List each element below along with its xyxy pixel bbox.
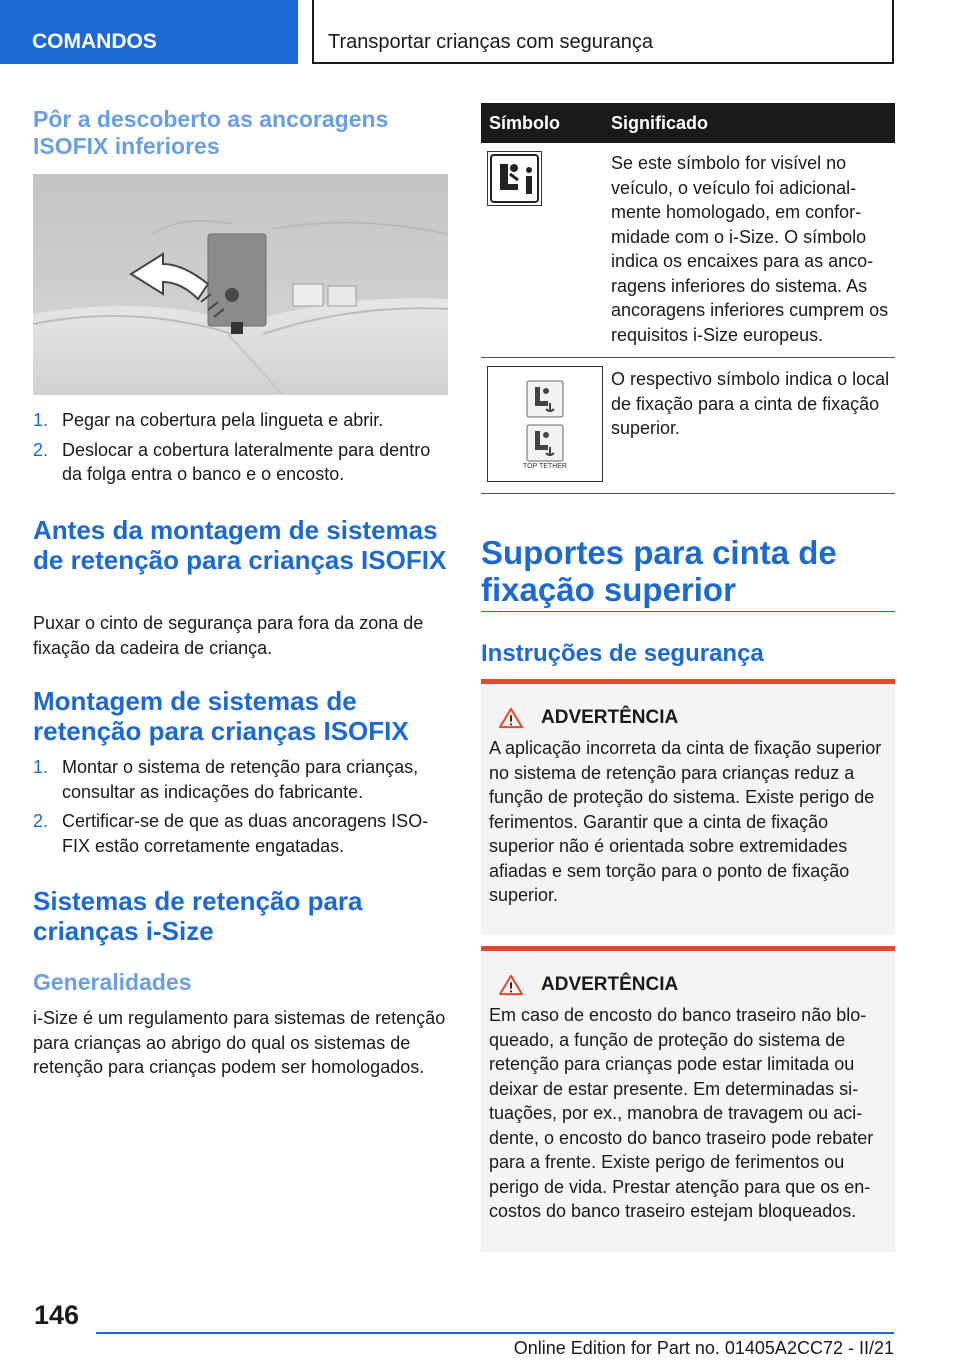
mounting-steps xyxy=(33,755,446,863)
row-divider xyxy=(481,493,895,494)
list-item xyxy=(33,755,446,804)
general-text: i-Size é um regulamento para sistemas de retenção para crianças ao abrigo do qual os sistemas de retenção para crianças podem ser homologados. xyxy=(33,1008,446,1077)
list-item xyxy=(33,438,443,487)
step-text: Certificar-se de que as duas ancoragens ISOFIX estão corretamente engatadas. xyxy=(62,811,429,856)
uncover-steps xyxy=(33,408,443,492)
warning-triangle-icon xyxy=(497,974,525,996)
warning-box xyxy=(481,679,895,935)
before-mounting-text: Puxar o cinto de segurança para fora da zona de fixação da cadeira de criança. xyxy=(33,613,424,658)
heading-before-mounting: Antes da montagem de sistemas de retenção para crianças ISOFIX xyxy=(33,515,447,575)
heading-mounting-isofix: Montagem de sistemas de retenção para crianças ISOFIX xyxy=(33,686,409,746)
anchor-seat-icon xyxy=(527,381,563,417)
row2-meaning: O respectivo símbolo indica o local de fixação para a cinta de fixação superior. xyxy=(611,369,890,438)
heading-isize-systems: Sistemas de retenção para crianças i-Size xyxy=(33,886,363,946)
warning-box xyxy=(481,946,895,1252)
list-item xyxy=(33,809,446,858)
top-tether-icon xyxy=(527,425,563,461)
warning-title xyxy=(489,973,885,997)
row-divider xyxy=(481,357,895,358)
page-header-title: Transportar crianças com segurança xyxy=(312,0,894,64)
step-text: Pegar na cobertura pela lingueta e abrir. xyxy=(62,410,384,430)
isofix-illustration xyxy=(33,174,448,395)
warning-text: A aplicação incorreta da cinta de fixação superior no sistema de retenção para crianças reduz a função de proteção do sistema. Existe perigo de ferimentos. Garantir que a cinta de fixação superior não é orientada sobre extremidades afiadas e sem torção para o ponto de fixação superior. xyxy=(489,738,882,905)
top-tether-label: TOP TETHER xyxy=(523,463,567,470)
step-number: 1. xyxy=(33,757,49,777)
warning-title xyxy=(489,706,885,730)
row1-meaning: Se este símbolo for visível no veículo, o veículo foi adicionalmente homologado, em conformidade com o i-Size. O símbolo indica os encaixes para as ancoragens inferiores do sistema. As ancoragens inferiores cumprem os requisitos i-Size europeus. xyxy=(611,153,889,345)
warning-triangle-icon xyxy=(497,707,525,729)
warning-text: Em caso de encosto do banco traseiro não bloqueado, a função de proteção do sistema de retenção para crianças pode estar limitada ou deixar de estar presente. Em determinadas situações, por ex., manobra de travagem ou acidente, o encosto do banco traseiro pode rebater para a frente. Existe perigo de ferimentos ou perigo de vida. Prestar atenção para que os encostos do banco traseiro estejam bloqueados. xyxy=(489,1005,874,1221)
section-tab: COMANDOS xyxy=(0,0,298,64)
col-meaning-header: Significado xyxy=(611,113,709,133)
step-text: Deslocar a cobertura lateralmente para dentro da folga entra o banco e o encosto. xyxy=(62,439,431,484)
page-number: 146 xyxy=(34,1300,80,1330)
warning-title-text: ADVERTÊNCIA xyxy=(541,974,679,995)
footer-edition: Online Edition for Part no. 01405A2CC72 - II/21 xyxy=(513,1338,894,1358)
top-tether-symbol xyxy=(487,366,603,482)
heading-general: Generalidades xyxy=(33,969,192,995)
heading-top-tether-supports: Suportes para cinta de fixação superior xyxy=(481,534,837,608)
heading-uncover-isofix: Pôr a descoberto as ancoragens ISOFIX inferiores xyxy=(33,106,389,159)
step-number: 2. xyxy=(33,811,49,831)
warning-title-text: ADVERTÊNCIA xyxy=(541,707,679,728)
col-symbol-header: Símbolo xyxy=(489,113,560,133)
heading-underline xyxy=(481,611,895,612)
isize-symbol xyxy=(487,151,542,206)
heading-safety-instructions: Instruções de segurança xyxy=(481,640,764,667)
step-text: Montar o sistema de retenção para crianças, consultar as indicações do fabricante. xyxy=(62,757,419,802)
child-seat-isize-icon xyxy=(488,152,541,205)
list-item xyxy=(33,408,443,433)
table-header xyxy=(481,103,895,143)
footer-rule xyxy=(96,1332,894,1334)
step-number: 1. xyxy=(33,410,49,430)
step-number: 2. xyxy=(33,439,49,460)
